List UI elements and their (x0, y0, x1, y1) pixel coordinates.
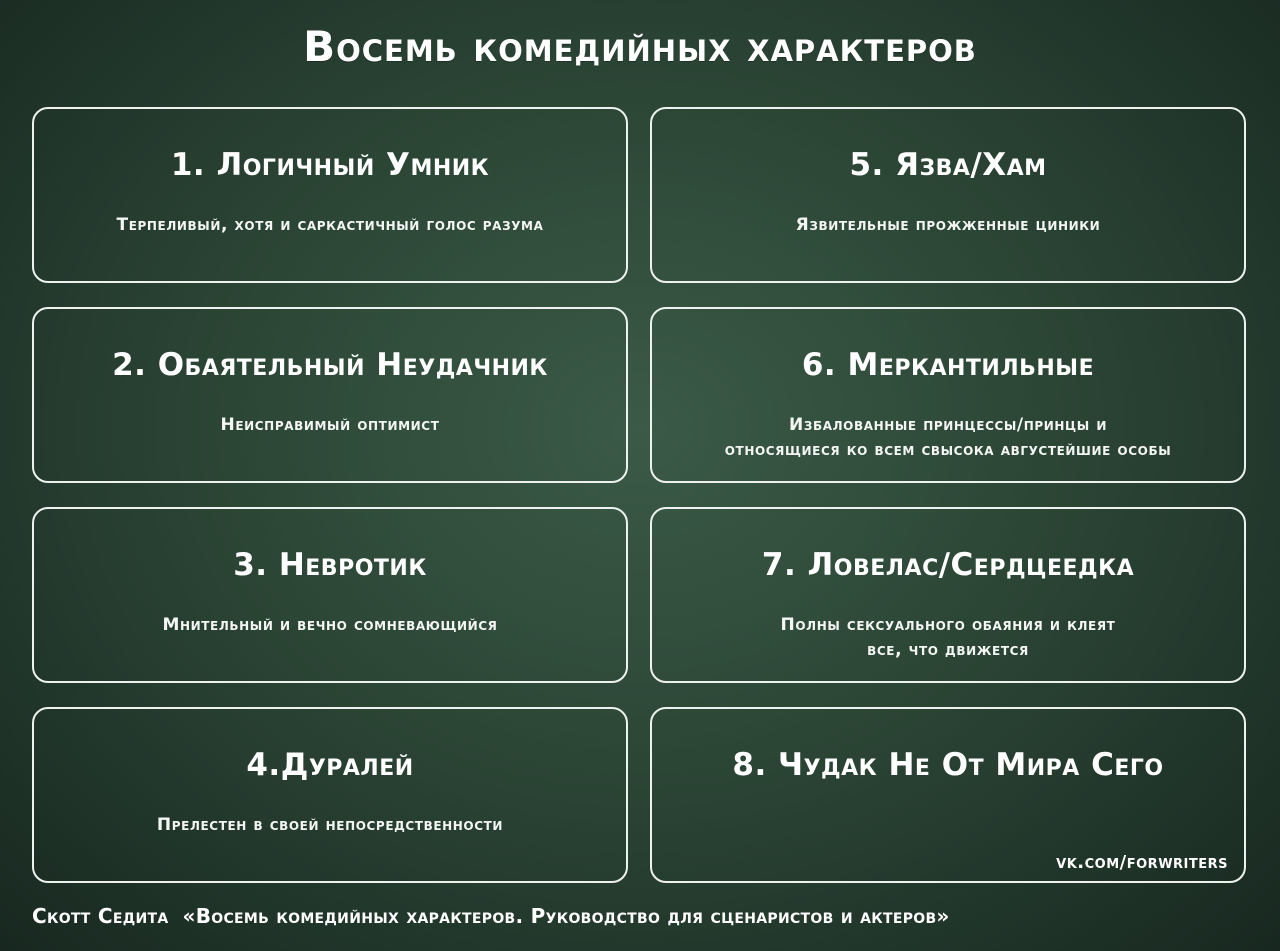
card-heading: 2. Обаятельный Неудачник (112, 347, 548, 383)
character-card-8 (650, 707, 1246, 883)
card-heading: 3. Невротик (233, 547, 427, 583)
source-watermark: vk.com/forwriters (1056, 852, 1228, 873)
footer-citation (32, 904, 1262, 928)
card-description-line: относящиеся ко всем свысока августейшие особы (724, 440, 1172, 460)
card-description-line: Избалованные принцессы/принцы и (789, 415, 1107, 435)
character-card-1 (32, 107, 628, 283)
card-description: Язвительные прожженные циники (795, 215, 1101, 235)
character-card-3 (32, 507, 628, 683)
card-description (672, 413, 1224, 463)
character-card-6 (650, 307, 1246, 483)
footer-book-title: «Восемь комедийных характеров. Руководство для сценаристов и актеров» (182, 904, 950, 928)
card-description-line: все, что движется (867, 640, 1029, 660)
character-card-4 (32, 707, 628, 883)
card-heading: 4.Дуралей (246, 747, 414, 783)
character-card-7 (650, 507, 1246, 683)
card-description: Мнительный и вечно сомневающийся (162, 615, 498, 635)
page-title: Восемь комедийных характеров (303, 22, 977, 71)
footer-author: Скотт Седита (32, 904, 169, 928)
card-heading: 6. Меркантильные (801, 347, 1095, 383)
card-description: Прелестен в своей непосредственности (156, 815, 504, 835)
card-description: Неисправимый оптимист (220, 415, 440, 435)
character-card-2 (32, 307, 628, 483)
card-heading: 8. Чудак Не От Мира Сего (732, 747, 1164, 783)
card-description-line: Полны сексуального обаяния и клеят (780, 615, 1116, 635)
card-heading: 7. Ловелас/Сердцеедка (761, 547, 1135, 583)
character-card-5 (650, 107, 1246, 283)
card-heading: 1. Логичный Умник (170, 147, 490, 183)
card-heading: 5. Язва/Хам (849, 147, 1047, 183)
card-description (672, 613, 1224, 663)
card-description: Терпеливый, хотя и саркастичный голос разума (116, 215, 544, 235)
